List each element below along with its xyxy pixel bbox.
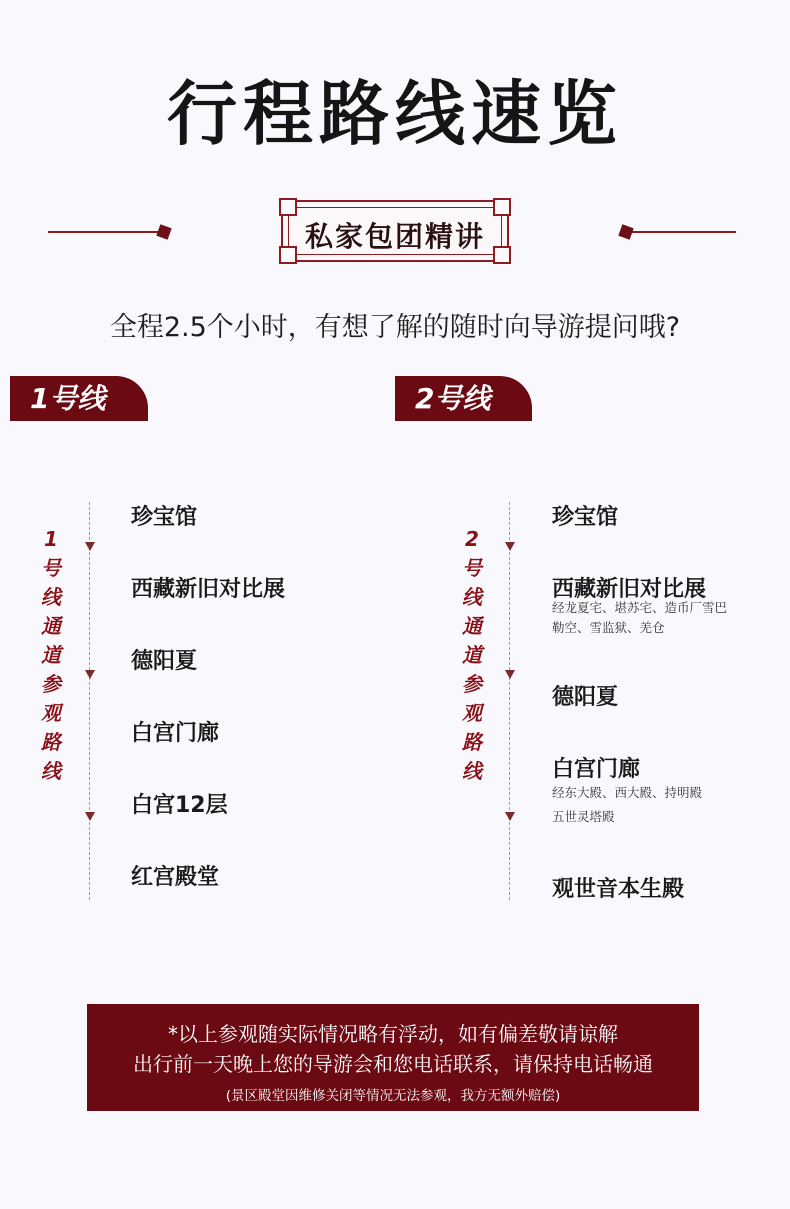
route-2-stop: 德阳夏 bbox=[552, 685, 619, 710]
page-title: 行程路线速览 bbox=[167, 73, 623, 155]
route-1-timeline bbox=[89, 502, 90, 900]
route-2-stop-detail bbox=[552, 783, 752, 827]
private-tour-badge bbox=[281, 200, 509, 262]
route-1-vertical-label bbox=[38, 525, 64, 786]
route-2-vertical-label bbox=[459, 525, 485, 786]
fret-corner-icon bbox=[493, 198, 511, 216]
vertical-char: 参 bbox=[41, 672, 61, 696]
detail-line: 五世灵塔殿 bbox=[552, 809, 615, 824]
arrow-down-icon bbox=[505, 812, 515, 821]
decorative-line-right bbox=[628, 231, 736, 233]
arrow-down-icon bbox=[505, 542, 515, 551]
vertical-char: 线 bbox=[462, 759, 482, 783]
route-1-stop: 西藏新旧对比展 bbox=[131, 577, 286, 602]
vertical-char: 观 bbox=[41, 701, 61, 725]
decorative-diamond-right bbox=[618, 224, 633, 239]
badge-label: 私家包团精讲 bbox=[304, 220, 485, 253]
route-1-stop: 红宫殿堂 bbox=[131, 865, 220, 890]
route-2-stop: 西藏新旧对比展 bbox=[552, 577, 707, 602]
notice-line-3: (景区殿堂因维修关闭等情况无法参观，我方无额外赔偿) bbox=[225, 1088, 561, 1104]
route-2-tab: 2号线 bbox=[395, 376, 532, 421]
route-1-stop: 白宫门廊 bbox=[131, 721, 220, 746]
notice-line-2: 出行前一天晚上您的导游会和您电话联系，请保持电话畅通 bbox=[133, 1052, 653, 1076]
vertical-char: 线 bbox=[41, 585, 61, 609]
decorative-line-left bbox=[48, 231, 163, 233]
notice-line-1: *以上参观随实际情况略有浮动，如有偏差敬请谅解 bbox=[168, 1022, 618, 1046]
route-1-stop: 德阳夏 bbox=[131, 649, 198, 674]
vertical-char: 道 bbox=[462, 643, 482, 667]
fret-corner-icon bbox=[279, 198, 297, 216]
route-1-tab: 1号线 bbox=[10, 376, 148, 421]
detail-line: 经龙夏宅、堪苏宅、造币厂雪巴 bbox=[552, 600, 728, 615]
vertical-char: 2 bbox=[465, 527, 479, 551]
arrow-down-icon bbox=[85, 812, 95, 821]
vertical-char: 线 bbox=[41, 759, 61, 783]
vertical-char: 路 bbox=[41, 730, 61, 754]
route-1-stop: 珍宝馆 bbox=[131, 505, 198, 530]
route-2-stop: 珍宝馆 bbox=[552, 505, 619, 530]
subtitle: 全程2.5个小时，有想了解的随时向导游提问哦? bbox=[109, 312, 681, 343]
notice-banner bbox=[87, 1004, 699, 1111]
vertical-char: 号 bbox=[462, 556, 482, 580]
arrow-down-icon bbox=[85, 542, 95, 551]
detail-line: 勒空、雪监狱、羌仓 bbox=[552, 620, 665, 635]
decorative-diamond-left bbox=[156, 224, 171, 239]
route-1-stop: 白宫12层 bbox=[131, 793, 228, 818]
route-2-stop: 观世音本生殿 bbox=[552, 877, 685, 902]
vertical-char: 参 bbox=[462, 672, 482, 696]
vertical-char: 线 bbox=[462, 585, 482, 609]
vertical-char: 道 bbox=[41, 643, 61, 667]
arrow-down-icon bbox=[505, 670, 515, 679]
route-2-stop-detail bbox=[552, 598, 752, 638]
arrow-down-icon bbox=[85, 670, 95, 679]
vertical-char: 1 bbox=[44, 527, 58, 551]
vertical-char: 观 bbox=[462, 701, 482, 725]
vertical-char: 通 bbox=[41, 614, 61, 638]
detail-line: 经东大殿、西大殿、持明殿 bbox=[552, 785, 703, 800]
route-2-timeline bbox=[509, 502, 510, 900]
vertical-char: 通 bbox=[462, 614, 482, 638]
route-2-stop: 白宫门廊 bbox=[552, 757, 641, 782]
vertical-char: 号 bbox=[41, 556, 61, 580]
vertical-char: 路 bbox=[462, 730, 482, 754]
